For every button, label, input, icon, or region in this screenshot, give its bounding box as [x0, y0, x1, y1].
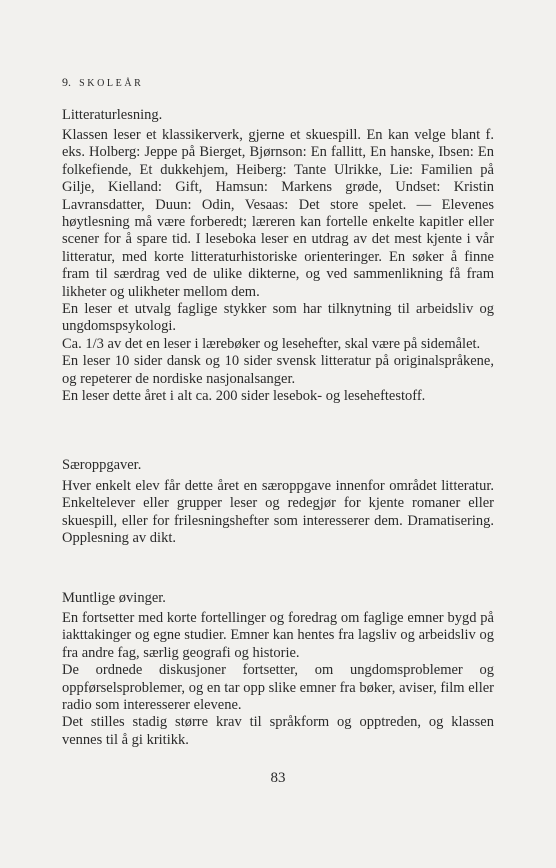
section-heading-litteraturlesning: Litteraturlesning.	[62, 107, 163, 123]
paragraph: Hver enkelt elev får dette året en særoppgave innenfor området litteratur. Enkeltelever eller grupper leser og redegjør for kjente romaner eller skuespill, eller for frilesningshefter som interesserer dem. Dramatisering. Opplesning av dikt.	[62, 478, 494, 547]
section-heading-muntlige-ovinger: Muntlige øvinger.	[62, 590, 166, 606]
paragraph: En leser et utvalg faglige stykker som har tilknytning til arbeidsliv og ungdomspsykologi.	[62, 301, 494, 335]
paragraph: Ca. 1/3 av det en leser i lærebøker og lesehefter, skal være på sidemålet.	[62, 335, 481, 352]
paragraph: De ordnede diskusjoner fortsetter, om ungdomsproblemer og oppførselsproblemer, og en tar opp slike emner fra bøker, aviser, film eller radio som interesserer elevene.	[62, 662, 494, 714]
section-body-saeroppgaver	[62, 478, 494, 548]
section-heading-saeroppgaver: Særoppgaver.	[62, 457, 142, 473]
chapter-number: 9.	[62, 75, 71, 89]
paragraph: En fortsetter med korte fortellinger og foredrag om faglige emner bygd på iakttakinger og egne studier. Emner kan hentes fra lagsliv og arbeidsliv og fra andre fag, særlig geografi og historie.	[62, 610, 494, 661]
chapter-title: SKOLEÅR	[79, 78, 144, 89]
section-body-litteraturlesning	[62, 127, 494, 406]
chapter-header	[62, 75, 494, 90]
page-number: 83	[270, 770, 286, 786]
paragraph: Det stilles stadig større krav til språkform og opptreden, og klassen vennes til å gi kritikk.	[62, 714, 494, 748]
section-body-muntlige-ovinger	[62, 610, 494, 749]
paragraph: Klassen leser et klassikerverk, gjerne et skuespill. En kan velge blant f. eks. Holberg: Jeppe på Bierget, Bjørnson: En fallitt, En hanske, Ibsen: En folkefiende, Et dukkehjem, Heiberg: Tante Ulrikke, Lie: Familien på Gilje, Kielland: Gift, Hamsun: Markens grøde, Undset: Kristin Lavransdatter, Duun: Odin, Vesaas: Det store spelet. — Elevenes høytlesning må være forberedt; læreren kan fortelle enkelte kapitler eller scener for å spare tid. I leseboka leser en utdrag av det mest kjente i vår litteratur, med korte litteraturhistoriske orienteringer. En søker å finne fram til særdrag ved de ulike dikterne, og ved sammenlikning få fram likheter og ulikheter mellom dem.	[62, 127, 494, 300]
paragraph: En leser 10 sider dansk og 10 sider svensk litteratur på originalspråkene, og repeterer de nordiske nasjonalsanger.	[62, 353, 494, 387]
paragraph: En leser dette året i alt ca. 200 sider lesebok- og leseheftestoff.	[62, 388, 426, 405]
